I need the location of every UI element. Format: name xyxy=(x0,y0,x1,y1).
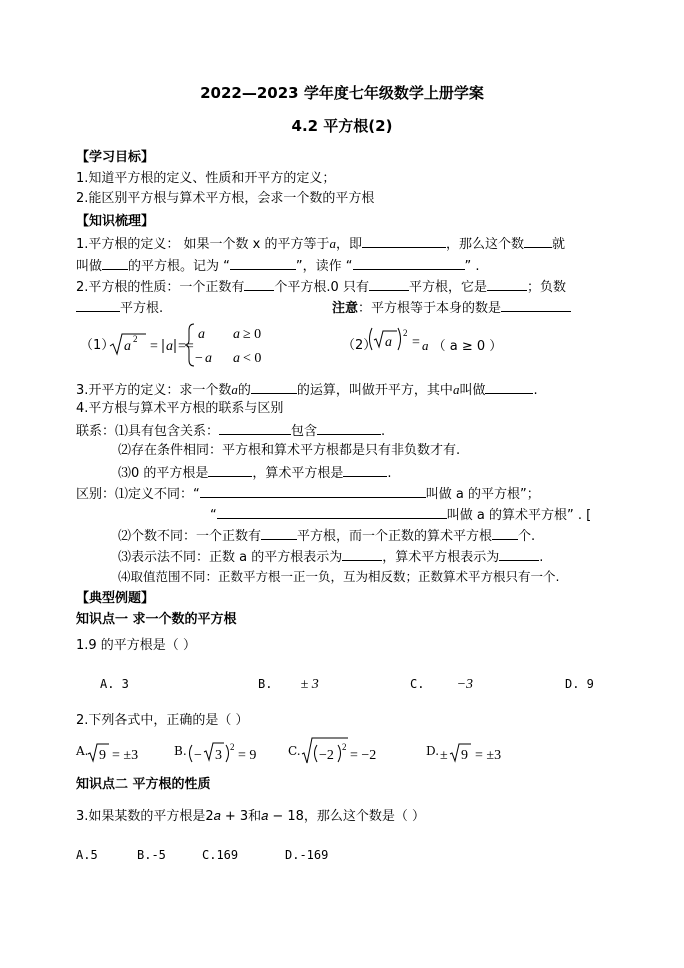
blank[interactable] xyxy=(102,256,128,270)
q2-option-b-formula xyxy=(186,736,270,766)
formula-2-label: （2） xyxy=(342,338,377,353)
svg-text:≥ 0: ≥ 0 xyxy=(243,327,262,342)
link-2: ⑵存在条件相同：平方根和算术平方根都是只有非负数才有. xyxy=(118,443,461,458)
q1-option-b[interactable]: B. ± 3 xyxy=(258,677,319,692)
svg-text:−: − xyxy=(195,351,203,366)
q3-option-c[interactable]: C.169 xyxy=(202,848,239,862)
svg-text:−2: −2 xyxy=(319,748,334,763)
svg-text:a: a xyxy=(124,339,131,354)
formula-1 xyxy=(106,320,276,370)
svg-text:=: = xyxy=(412,335,420,350)
blank[interactable] xyxy=(524,234,552,248)
svg-text:= −2: = −2 xyxy=(350,748,377,763)
blank[interactable] xyxy=(353,256,465,270)
goal-item: 1.知道平方根的定义、性质和开平方的定义； xyxy=(76,171,336,186)
q2-option-d-formula xyxy=(438,738,524,766)
diff-2: ⑵个数不同：一个正数有 平方根，而一个正数的算术平方根 个. xyxy=(118,526,535,546)
q3-option-b[interactable]: B.-5 xyxy=(137,848,166,862)
svg-text:a: a xyxy=(166,339,173,354)
blank[interactable] xyxy=(499,547,539,561)
blank[interactable] xyxy=(501,298,571,312)
blank[interactable] xyxy=(217,505,447,519)
q3-option-a[interactable]: A.5 xyxy=(76,848,98,862)
q2-option-a-label[interactable]: A. xyxy=(76,744,89,758)
page-title: 2022—2023 学年度七年级数学上册学案 xyxy=(200,84,484,102)
q3-option-d[interactable]: D.-169 xyxy=(285,848,329,862)
svg-text:2: 2 xyxy=(230,742,235,752)
svg-text:2: 2 xyxy=(133,334,138,344)
svg-text:9: 9 xyxy=(99,748,106,763)
svg-text:a: a xyxy=(205,351,212,366)
examples-heading: 【典型例题】 xyxy=(76,591,155,606)
svg-text:a: a xyxy=(385,335,392,350)
svg-text:=: = xyxy=(150,339,158,354)
blank[interactable] xyxy=(369,277,409,291)
property-line-2: 平方根. xyxy=(76,298,163,318)
blank[interactable] xyxy=(230,256,296,270)
question-2: 2.下列各式中，正确的是（ ） xyxy=(76,713,249,728)
definition-line: 1.平方根的定义： 如果一个数 x 的平方等于a，即 ，那么这个数 就 xyxy=(76,236,566,252)
svg-text:2: 2 xyxy=(342,742,347,752)
diff-4: ⑷取值范围不同：正数平方根一正一负，互为相反数；正数算术平方根只有一个. xyxy=(118,569,560,584)
svg-text:a: a xyxy=(233,351,240,366)
svg-text:−: − xyxy=(194,748,202,763)
blank[interactable] xyxy=(485,380,533,394)
svg-text:==: == xyxy=(178,339,194,354)
blank[interactable] xyxy=(208,463,252,477)
svg-text:9: 9 xyxy=(461,748,468,763)
blank[interactable] xyxy=(492,526,518,540)
diff-1-2: “ 叫做 a 的算术平方根” . [ xyxy=(210,505,591,525)
blank[interactable] xyxy=(362,234,446,248)
goals-heading: 【学习目标】 xyxy=(76,150,155,165)
blank[interactable] xyxy=(317,421,381,435)
relation-title: 4.平方根与算术平方根的联系与区别 xyxy=(76,401,284,416)
q2-option-b-label[interactable]: B. xyxy=(174,744,187,758)
formula-2 xyxy=(366,326,426,356)
knowledge-heading: 【知识梳理】 xyxy=(76,214,155,229)
page-subtitle: 4.2 平方根(2) xyxy=(291,117,393,135)
open-root-line: 3.开平方的定义：求一个数a的 的运算，叫做开平方，其中a叫做 . xyxy=(76,382,538,398)
question-3: 3.如果某数的平方根是2𝑎 + 3和𝑎 − 18，那么这个数是（ ） xyxy=(76,809,426,824)
svg-text:= ±3: = ±3 xyxy=(475,748,502,763)
knowledge-point-2: 知识点二 平方根的性质 xyxy=(76,777,211,792)
blank[interactable] xyxy=(200,484,426,498)
blank[interactable] xyxy=(251,380,297,394)
formula-2-rhs: a （ a ≥ 0 ） xyxy=(422,338,503,354)
blank[interactable] xyxy=(342,547,382,561)
formula-1-label: （1） xyxy=(80,338,115,353)
svg-text:< 0: < 0 xyxy=(243,351,262,366)
goal-item: 2.能区别平方根与算术平方根，会求一个数的平方根 xyxy=(76,191,375,206)
definition-line-2: 叫做 的平方根。记为 “ ”，读作 “ ” . xyxy=(76,256,480,276)
diff-3: ⑶表示法不同：正数 a 的平方根表示为 ，算术平方根表示为 . xyxy=(118,547,543,567)
q2-option-a-formula xyxy=(86,738,156,766)
q2-option-d-label[interactable]: D. xyxy=(426,744,440,758)
q1-option-d[interactable]: D. 9 xyxy=(565,677,594,691)
diff-1: 区别：⑴定义不同：“ 叫做 a 的平方根”； xyxy=(76,484,540,504)
blank[interactable] xyxy=(261,526,297,540)
q1-option-a[interactable]: A. 3 xyxy=(100,677,129,691)
link-1: 联系：⑴具有包含关系： 包含 . xyxy=(76,421,385,441)
svg-text:a: a xyxy=(233,327,240,342)
q1-option-c[interactable]: C. −3 xyxy=(410,677,474,692)
blank[interactable] xyxy=(219,421,291,435)
note-line: 注意：平方根等于本身的数是 xyxy=(332,298,571,318)
blank[interactable] xyxy=(487,277,527,291)
svg-text:= ±3: = ±3 xyxy=(112,748,139,763)
svg-text:2: 2 xyxy=(403,328,408,338)
blank[interactable] xyxy=(244,277,274,291)
knowledge-point-1: 知识点一 求一个数的平方根 xyxy=(76,612,237,627)
property-line: 2.平方根的性质：一个正数有 个平方根.0 只有 平方根，它是 ；负数 xyxy=(76,277,566,297)
question-1: 1.9 的平方根是（ ） xyxy=(76,638,196,653)
svg-text:a: a xyxy=(198,327,205,342)
blank[interactable] xyxy=(343,463,387,477)
blank[interactable] xyxy=(76,298,120,312)
q2-option-c-label[interactable]: C. xyxy=(288,744,301,758)
svg-text:= 9: = 9 xyxy=(238,748,257,763)
link-3: ⑶0 的平方根是 ，算术平方根是 . xyxy=(118,463,392,483)
q2-option-c-formula xyxy=(300,732,380,768)
svg-text:±: ± xyxy=(440,748,448,763)
svg-text:3: 3 xyxy=(215,748,222,763)
